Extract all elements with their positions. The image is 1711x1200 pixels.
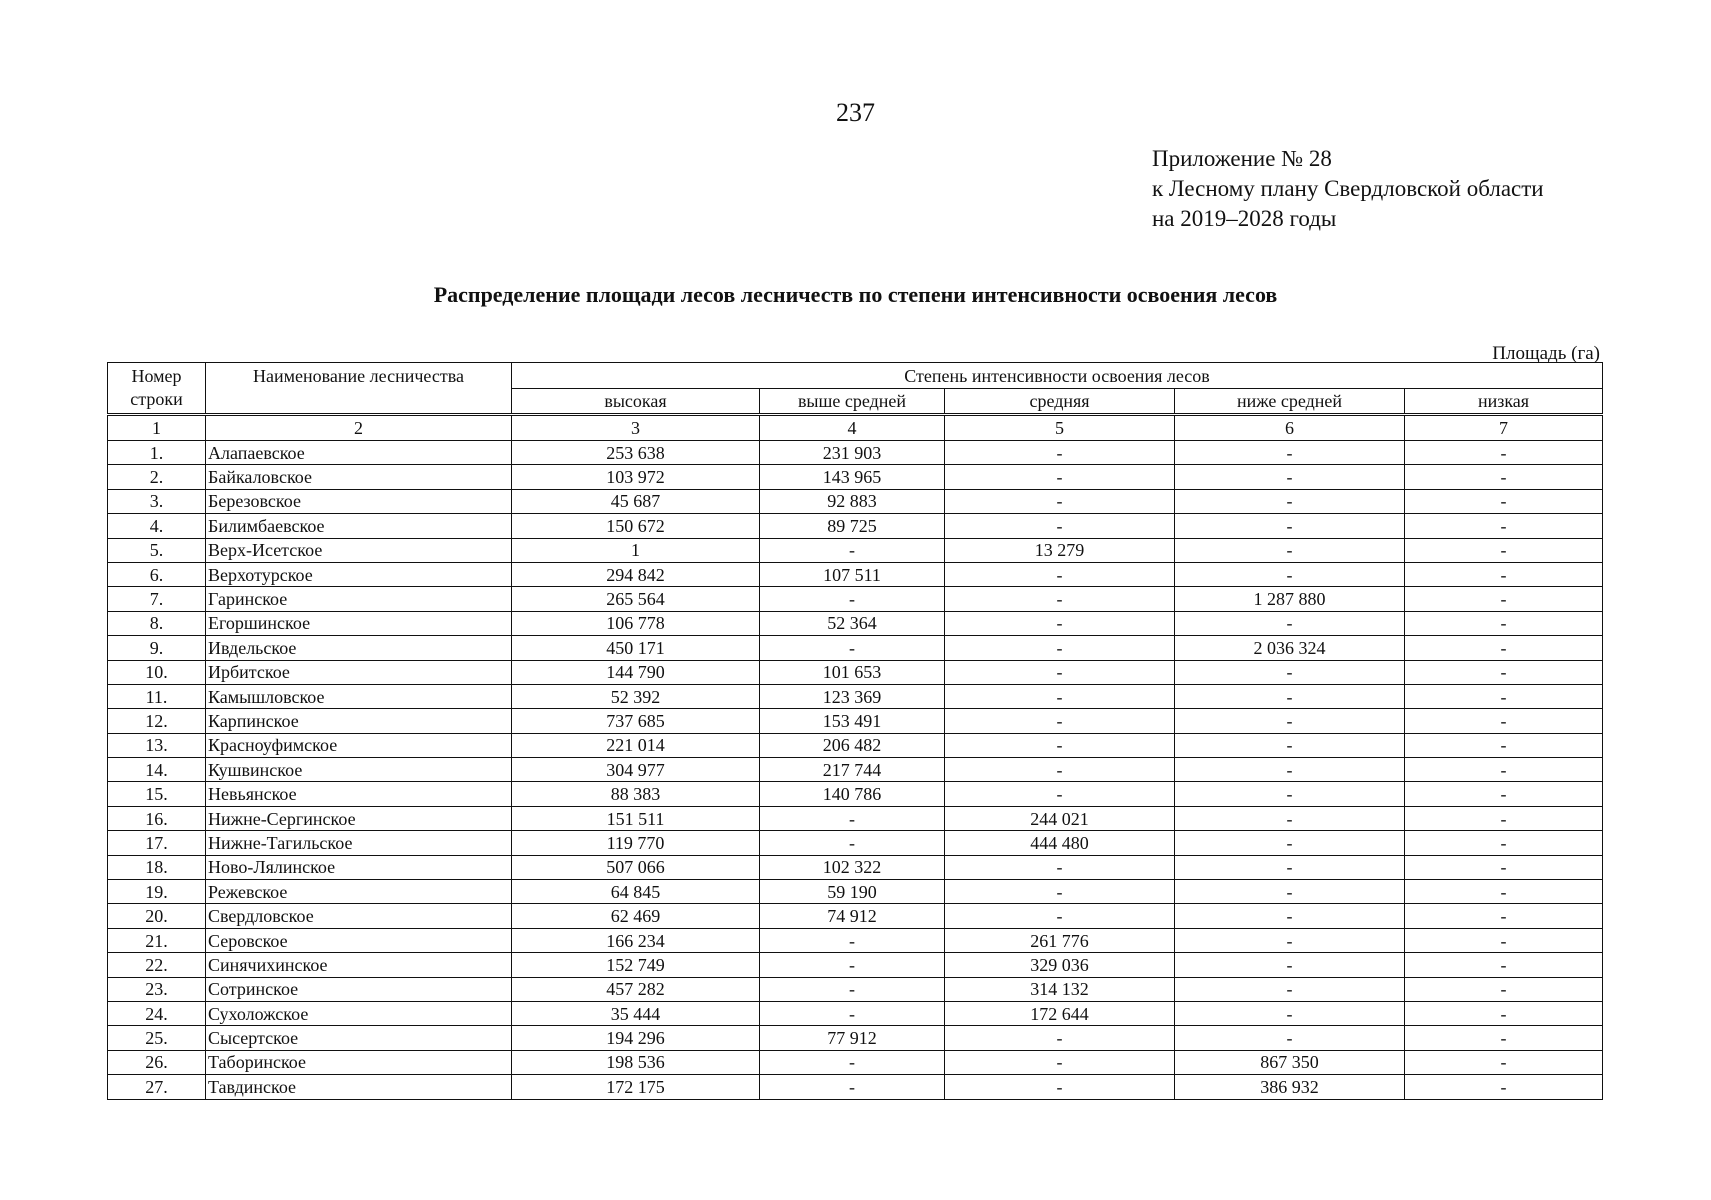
high-cell: 450 171 xyxy=(512,636,760,660)
forest-area-table xyxy=(107,362,1603,1100)
high-cell: 45 687 xyxy=(512,489,760,513)
below-average-cell: - xyxy=(1175,562,1405,586)
forestry-name-cell: Билимбаевское xyxy=(206,514,512,538)
below-average-cell: - xyxy=(1175,1001,1405,1025)
table-row xyxy=(108,953,1603,977)
low-cell: - xyxy=(1405,928,1603,952)
row-number-cell: 27. xyxy=(108,1075,206,1099)
row-number-cell: 5. xyxy=(108,538,206,562)
low-cell: - xyxy=(1405,611,1603,635)
average-cell: - xyxy=(945,758,1175,782)
low-cell: - xyxy=(1405,489,1603,513)
average-cell: - xyxy=(945,684,1175,708)
table-row xyxy=(108,636,1603,660)
row-number-cell: 21. xyxy=(108,928,206,952)
high-cell: 52 392 xyxy=(512,684,760,708)
above-average-cell: - xyxy=(760,928,945,952)
forestry-name-cell: Кушвинское xyxy=(206,758,512,782)
forestry-name-cell: Нижне-Тагильское xyxy=(206,831,512,855)
low-cell: - xyxy=(1405,1050,1603,1074)
above-average-cell: - xyxy=(760,831,945,855)
table-row xyxy=(108,1075,1603,1099)
high-cell: 35 444 xyxy=(512,1001,760,1025)
high-cell: 198 536 xyxy=(512,1050,760,1074)
page-number: 237 xyxy=(836,98,875,127)
row-number-cell: 23. xyxy=(108,977,206,1001)
column-number: 2 xyxy=(206,415,512,441)
table-row xyxy=(108,977,1603,1001)
high-cell: 119 770 xyxy=(512,831,760,855)
high-cell: 150 672 xyxy=(512,514,760,538)
header-low: низкая xyxy=(1405,389,1603,415)
average-cell: - xyxy=(945,562,1175,586)
row-number-cell: 2. xyxy=(108,465,206,489)
table-row xyxy=(108,514,1603,538)
average-cell: - xyxy=(945,660,1175,684)
forestry-name-cell: Байкаловское xyxy=(206,465,512,489)
above-average-cell: 143 965 xyxy=(760,465,945,489)
high-cell: 457 282 xyxy=(512,977,760,1001)
above-average-cell: 231 903 xyxy=(760,441,945,465)
row-number-cell: 19. xyxy=(108,880,206,904)
row-number-cell: 16. xyxy=(108,806,206,830)
row-number-cell: 3. xyxy=(108,489,206,513)
forestry-name-cell: Нижне-Сергинское xyxy=(206,806,512,830)
row-number-cell: 12. xyxy=(108,709,206,733)
header-forestry-name: Наименование лесничества xyxy=(206,363,512,415)
below-average-cell: 2 036 324 xyxy=(1175,636,1405,660)
table-row xyxy=(108,709,1603,733)
row-number-cell: 14. xyxy=(108,758,206,782)
table-row xyxy=(108,684,1603,708)
table-row xyxy=(108,806,1603,830)
below-average-cell: - xyxy=(1175,758,1405,782)
forestry-name-cell: Синячихинское xyxy=(206,953,512,977)
table-row xyxy=(108,660,1603,684)
column-number: 3 xyxy=(512,415,760,441)
high-cell: 1 xyxy=(512,538,760,562)
below-average-cell: - xyxy=(1175,806,1405,830)
forestry-name-cell: Алапаевское xyxy=(206,441,512,465)
above-average-cell: 52 364 xyxy=(760,611,945,635)
high-cell: 172 175 xyxy=(512,1075,760,1099)
above-average-cell: 59 190 xyxy=(760,880,945,904)
average-cell: - xyxy=(945,782,1175,806)
header-average: средняя xyxy=(945,389,1175,415)
average-cell: - xyxy=(945,904,1175,928)
table-row xyxy=(108,562,1603,586)
table-row xyxy=(108,904,1603,928)
below-average-cell: - xyxy=(1175,441,1405,465)
table-row xyxy=(108,782,1603,806)
above-average-cell: 77 912 xyxy=(760,1026,945,1050)
low-cell: - xyxy=(1405,587,1603,611)
below-average-cell: - xyxy=(1175,782,1405,806)
above-average-cell: 89 725 xyxy=(760,514,945,538)
above-average-cell: 153 491 xyxy=(760,709,945,733)
low-cell: - xyxy=(1405,514,1603,538)
below-average-cell: - xyxy=(1175,660,1405,684)
below-average-cell: 386 932 xyxy=(1175,1075,1405,1099)
below-average-cell: - xyxy=(1175,538,1405,562)
header-intensity-group: Степень интенсивности освоения лесов xyxy=(512,363,1603,389)
high-cell: 64 845 xyxy=(512,880,760,904)
above-average-cell: 140 786 xyxy=(760,782,945,806)
row-number-cell: 18. xyxy=(108,855,206,879)
column-number: 6 xyxy=(1175,415,1405,441)
table-body xyxy=(108,415,1603,1100)
header-row-number: Номер строки xyxy=(108,363,206,415)
table-row xyxy=(108,587,1603,611)
average-cell: - xyxy=(945,1026,1175,1050)
row-number-cell: 8. xyxy=(108,611,206,635)
average-cell: - xyxy=(945,733,1175,757)
forestry-name-cell: Ново-Лялинское xyxy=(206,855,512,879)
header-high: высокая xyxy=(512,389,760,415)
below-average-cell: - xyxy=(1175,855,1405,879)
below-average-cell: - xyxy=(1175,733,1405,757)
forestry-name-cell: Невьянское xyxy=(206,782,512,806)
average-cell: - xyxy=(945,611,1175,635)
low-cell: - xyxy=(1405,733,1603,757)
row-number-cell: 10. xyxy=(108,660,206,684)
header-above-average: выше средней xyxy=(760,389,945,415)
below-average-cell: - xyxy=(1175,904,1405,928)
forestry-name-cell: Карпинское xyxy=(206,709,512,733)
low-cell: - xyxy=(1405,1026,1603,1050)
column-number: 4 xyxy=(760,415,945,441)
low-cell: - xyxy=(1405,441,1603,465)
row-number-cell: 25. xyxy=(108,1026,206,1050)
row-number-cell: 22. xyxy=(108,953,206,977)
high-cell: 88 383 xyxy=(512,782,760,806)
average-cell: - xyxy=(945,636,1175,660)
above-average-cell: - xyxy=(760,538,945,562)
high-cell: 194 296 xyxy=(512,1026,760,1050)
low-cell: - xyxy=(1405,538,1603,562)
low-cell: - xyxy=(1405,660,1603,684)
row-number-cell: 11. xyxy=(108,684,206,708)
above-average-cell: - xyxy=(760,636,945,660)
unit-note: Площадь (га) xyxy=(1492,343,1600,364)
high-cell: 253 638 xyxy=(512,441,760,465)
average-cell: 13 279 xyxy=(945,538,1175,562)
forestry-name-cell: Свердловское xyxy=(206,904,512,928)
row-number-cell: 9. xyxy=(108,636,206,660)
table-row xyxy=(108,733,1603,757)
forestry-name-cell: Сухоложское xyxy=(206,1001,512,1025)
table-row xyxy=(108,831,1603,855)
table-row xyxy=(108,611,1603,635)
row-number-cell: 17. xyxy=(108,831,206,855)
forestry-name-cell: Верхотурское xyxy=(206,562,512,586)
average-cell: - xyxy=(945,514,1175,538)
average-cell: 444 480 xyxy=(945,831,1175,855)
forestry-name-cell: Камышловское xyxy=(206,684,512,708)
forestry-name-cell: Красноуфимское xyxy=(206,733,512,757)
average-cell: - xyxy=(945,709,1175,733)
low-cell: - xyxy=(1405,880,1603,904)
row-number-cell: 1. xyxy=(108,441,206,465)
high-cell: 737 685 xyxy=(512,709,760,733)
table-row xyxy=(108,1026,1603,1050)
table-row xyxy=(108,1001,1603,1025)
appendix-note xyxy=(1152,144,1544,234)
high-cell: 166 234 xyxy=(512,928,760,952)
table-row xyxy=(108,855,1603,879)
forestry-name-cell: Березовское xyxy=(206,489,512,513)
high-cell: 144 790 xyxy=(512,660,760,684)
high-cell: 507 066 xyxy=(512,855,760,879)
low-cell: - xyxy=(1405,977,1603,1001)
column-number: 7 xyxy=(1405,415,1603,441)
average-cell: - xyxy=(945,465,1175,489)
column-number: 1 xyxy=(108,415,206,441)
low-cell: - xyxy=(1405,904,1603,928)
high-cell: 106 778 xyxy=(512,611,760,635)
forestry-name-cell: Серовское xyxy=(206,928,512,952)
row-number-cell: 24. xyxy=(108,1001,206,1025)
low-cell: - xyxy=(1405,1075,1603,1099)
average-cell: 314 132 xyxy=(945,977,1175,1001)
above-average-cell: 217 744 xyxy=(760,758,945,782)
average-cell: 261 776 xyxy=(945,928,1175,952)
below-average-cell: - xyxy=(1175,611,1405,635)
low-cell: - xyxy=(1405,562,1603,586)
above-average-cell: - xyxy=(760,953,945,977)
below-average-cell: 867 350 xyxy=(1175,1050,1405,1074)
above-average-cell: - xyxy=(760,806,945,830)
table-row xyxy=(108,538,1603,562)
above-average-cell: 101 653 xyxy=(760,660,945,684)
average-cell: - xyxy=(945,489,1175,513)
average-cell: 244 021 xyxy=(945,806,1175,830)
table-row xyxy=(108,441,1603,465)
average-cell: - xyxy=(945,880,1175,904)
low-cell: - xyxy=(1405,806,1603,830)
row-number-cell: 4. xyxy=(108,514,206,538)
row-number-cell: 13. xyxy=(108,733,206,757)
low-cell: - xyxy=(1405,709,1603,733)
average-cell: - xyxy=(945,1075,1175,1099)
high-cell: 294 842 xyxy=(512,562,760,586)
high-cell: 304 977 xyxy=(512,758,760,782)
below-average-cell: - xyxy=(1175,977,1405,1001)
below-average-cell: - xyxy=(1175,514,1405,538)
table-row xyxy=(108,880,1603,904)
table-row xyxy=(108,758,1603,782)
column-numbers-row xyxy=(108,415,1603,441)
below-average-cell: - xyxy=(1175,465,1405,489)
appendix-line-1: Приложение № 28 xyxy=(1152,146,1332,171)
below-average-cell: - xyxy=(1175,880,1405,904)
forestry-name-cell: Сысертское xyxy=(206,1026,512,1050)
high-cell: 152 749 xyxy=(512,953,760,977)
average-cell: - xyxy=(945,587,1175,611)
header-below-average: ниже средней xyxy=(1175,389,1405,415)
low-cell: - xyxy=(1405,684,1603,708)
above-average-cell: - xyxy=(760,587,945,611)
row-number-cell: 26. xyxy=(108,1050,206,1074)
forestry-name-cell: Егоршинское xyxy=(206,611,512,635)
below-average-cell: - xyxy=(1175,928,1405,952)
high-cell: 221 014 xyxy=(512,733,760,757)
table-row xyxy=(108,1050,1603,1074)
row-number-cell: 15. xyxy=(108,782,206,806)
appendix-line-3: на 2019–2028 годы xyxy=(1152,206,1337,231)
forestry-name-cell: Верх-Исетское xyxy=(206,538,512,562)
below-average-cell: - xyxy=(1175,1026,1405,1050)
above-average-cell: 74 912 xyxy=(760,904,945,928)
low-cell: - xyxy=(1405,953,1603,977)
below-average-cell: - xyxy=(1175,489,1405,513)
high-cell: 103 972 xyxy=(512,465,760,489)
table-row xyxy=(108,489,1603,513)
below-average-cell: - xyxy=(1175,953,1405,977)
low-cell: - xyxy=(1405,1001,1603,1025)
forestry-name-cell: Сотринское xyxy=(206,977,512,1001)
document-title: Распределение площади лесов лесничеств по степени интенсивности освоения лесов xyxy=(433,282,1278,307)
above-average-cell: - xyxy=(760,1001,945,1025)
forestry-name-cell: Ирбитское xyxy=(206,660,512,684)
high-cell: 151 511 xyxy=(512,806,760,830)
forestry-name-cell: Таборинское xyxy=(206,1050,512,1074)
row-number-cell: 7. xyxy=(108,587,206,611)
below-average-cell: - xyxy=(1175,709,1405,733)
row-number-cell: 6. xyxy=(108,562,206,586)
above-average-cell: - xyxy=(760,1050,945,1074)
above-average-cell: - xyxy=(760,1075,945,1099)
below-average-cell: 1 287 880 xyxy=(1175,587,1405,611)
high-cell: 265 564 xyxy=(512,587,760,611)
low-cell: - xyxy=(1405,758,1603,782)
above-average-cell: 92 883 xyxy=(760,489,945,513)
low-cell: - xyxy=(1405,782,1603,806)
table-row xyxy=(108,928,1603,952)
forestry-name-cell: Режевское xyxy=(206,880,512,904)
forestry-name-cell: Гаринское xyxy=(206,587,512,611)
low-cell: - xyxy=(1405,831,1603,855)
above-average-cell: 102 322 xyxy=(760,855,945,879)
low-cell: - xyxy=(1405,855,1603,879)
column-number: 5 xyxy=(945,415,1175,441)
above-average-cell: - xyxy=(760,977,945,1001)
average-cell: 172 644 xyxy=(945,1001,1175,1025)
average-cell: - xyxy=(945,1050,1175,1074)
low-cell: - xyxy=(1405,636,1603,660)
average-cell: - xyxy=(945,855,1175,879)
below-average-cell: - xyxy=(1175,684,1405,708)
average-cell: 329 036 xyxy=(945,953,1175,977)
row-number-cell: 20. xyxy=(108,904,206,928)
above-average-cell: 206 482 xyxy=(760,733,945,757)
above-average-cell: 123 369 xyxy=(760,684,945,708)
high-cell: 62 469 xyxy=(512,904,760,928)
forestry-name-cell: Ивдельское xyxy=(206,636,512,660)
below-average-cell: - xyxy=(1175,831,1405,855)
table-row xyxy=(108,465,1603,489)
appendix-line-2: к Лесному плану Свердловской области xyxy=(1152,176,1544,201)
forestry-name-cell: Тавдинское xyxy=(206,1075,512,1099)
average-cell: - xyxy=(945,441,1175,465)
low-cell: - xyxy=(1405,465,1603,489)
above-average-cell: 107 511 xyxy=(760,562,945,586)
